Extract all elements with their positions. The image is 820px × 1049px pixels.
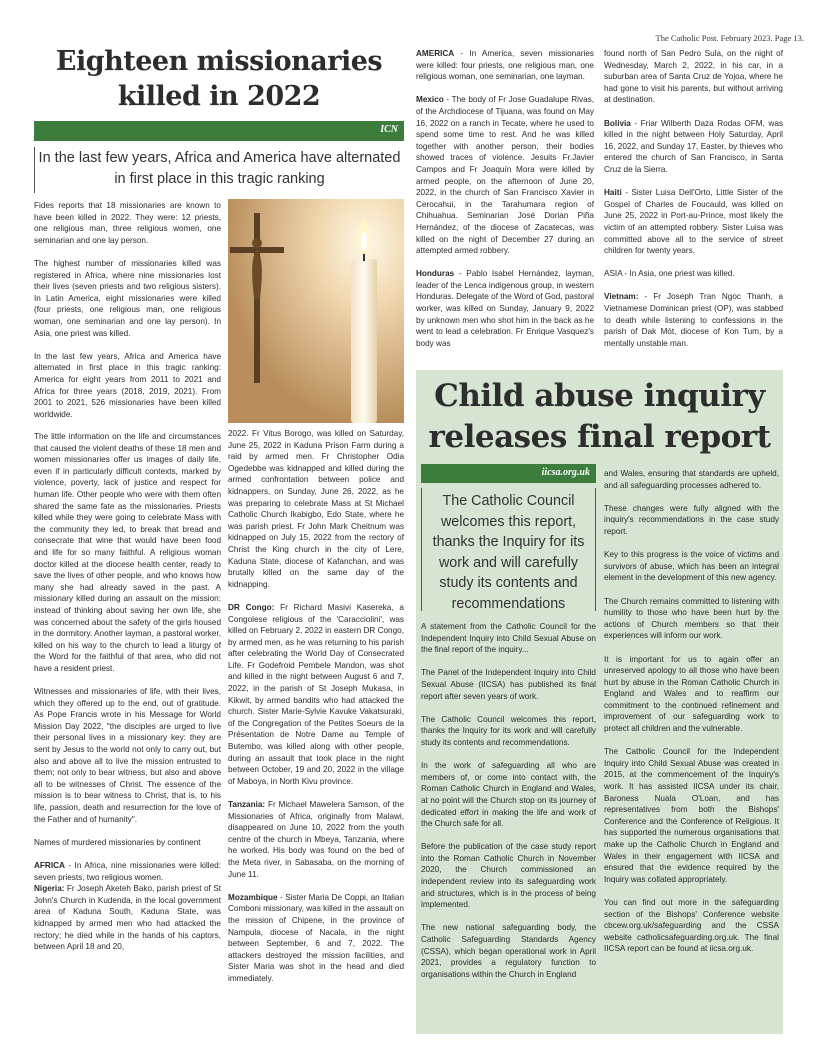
article-column-4 xyxy=(604,48,783,361)
paragraph: You can find out more in the safeguarding section of the Bishops' Conference website cbcew.org.uk/safeguarding and the CSSA website catholicsafeguarding.org.uk. The final IICSA report can be found at iicsa.org.uk. xyxy=(604,897,779,954)
paragraph: - The body of Fr Jose Guadalupe Rivas, of the Archdiocese of Tijuana, was found on May 16, 2022 on a ranch in Tecate, where he used to spend some time to rest. And he was killed together with another person, their bodies showed traces of violence. Jesuits Fr.Javier Campos and Fr Joaquín Mora were killed by armed people, on the afternoon of June 20, 2022, in the church of San Francisco Xavier in Cerocahui, in the Tarahumara region of Chihuahua. Seminarian José Dorian Piña Hernández, of the diocese of Zacatecas, was killed on the night of December 27 during an attempted armed robbery. xyxy=(416,95,594,256)
paragraph: found north of San Pedro Sula, on the night of Wednesday, March 2, 2022, in his car, in a suburban area of Santa Cruz de Yojoa, where he had gone to visit his parents, but without arriving at destination. xyxy=(604,49,783,105)
article-title: Eighteen missionaries killed in 2022 xyxy=(55,46,383,112)
section-label: Haiti xyxy=(604,188,622,198)
section-label: Tanzania: xyxy=(228,800,266,809)
section-label: Mexico xyxy=(416,95,444,105)
paragraph: The new national safeguarding body, the Catholic Safeguarding Standards Agency (CSSA), which began operational work in April 2021, provides a regulatory function to organisations within the Church in England xyxy=(421,923,596,979)
paragraph: Fr Michael Mawelera Samson, of the Missionaries of Africa, originally from Malawi, disappeared on June 10, 2022 from the youth centre of the church in Mbeya, Tanzania, where he worked. His body was found on the bed of the Meta river, in Sabasaba, on the morning of June 11. xyxy=(228,800,404,879)
article2-column-2 xyxy=(604,468,779,967)
crucifix-candle-photo xyxy=(228,199,404,423)
article2-column-1 xyxy=(421,621,596,992)
paragraph: In the work of safeguarding all who are members of, or come into contact with, the Roman Catholic Church in England and Wales, at no point will the Church stop on its journey of dedicated effort in making the life and work of the Church safe for all. xyxy=(421,761,596,829)
section-label: Nigeria: xyxy=(34,884,65,894)
source-bar xyxy=(34,121,404,141)
standfirst: In the last few years, Africa and America have alternated in first place in this tragic ranking xyxy=(34,147,404,193)
article-column-1-continued xyxy=(34,431,221,964)
paragraph: The Catholic Council welcomes this report, thanks the Inquiry for its work and will carefully study its contents and recommendations. xyxy=(421,714,596,747)
paragraph: Key to this progress is the voice of victims and survivors of abuse, which has been an integral element in the development of this new agency. xyxy=(604,550,779,583)
paragraph: The highest number of missionaries killed was registered in Africa, where nine missionaries lost their lives (seven priests and two religious sisters). In Latin America, eight missionaries were killed (four priests, one religious man, one religious woman, one seminarian and one lay person). In Asia, one priest was killed. xyxy=(34,258,221,338)
paragraph: - Fr Joseph Tran Ngoc Thanh, a Vietnamese Dominican priest (OP), was stabbed to death while listening to confessions in the parish of Dak Mót, diocese of Kon Tum, by a mentally unstable man. xyxy=(604,292,783,348)
paragraph: - Sister Luisa Dell'Orto, Little Sister of the Gospel of Charles de Foucauld, was killed on June 25, 2022 in Port-au-Prince, most likely the victim of an attempted robbery. Sister Luisa was committed above all to the service of street children for twenty years. xyxy=(604,188,783,256)
paragraph: The little information on the life and circumstances that caused the violent deaths of these 18 men and women missionaries offer us images of daily life, even if in particularly difficult contexts, marked by violence, poverty, lack of justice and respect for human life. Other people who were with them often shared the same fate as the missionaries. Priests killed while they were going to celebrate Mass with the community they led, to break that bread and consecrate that wine that would have been food and life for so many faithful. A religious woman doctor killed at the diocese health center, ready to save the lives of other people, and who knows how many she had already saved in the past. A missionary killed during an assault on the mission: instead of thinking about saving her own life, she was concerned about the safety of the girls housed in the dormitory. Another layman, a pastoral worker, killed on his way to the church to lead a liturgy of the Word for the faithful of that area, who did not have a resident priest. xyxy=(34,432,221,673)
section-label: DR Congo: xyxy=(228,602,275,612)
paragraph: The Panel of the Independent Inquiry into Child Sexual Abuse (IICSA) has published its final report after seven years of work. xyxy=(421,668,596,701)
paragraph: These changes were fully aligned with the inquiry's recommendations in the case study report. xyxy=(604,503,779,536)
paragraph: Names of murdered missionaries by continent xyxy=(34,837,201,847)
source-bar-2 xyxy=(421,464,596,483)
paragraph: - In America, seven missionaries were killed: four priests, one religious man, one religious woman, one seminarian, one layman. xyxy=(416,49,594,82)
section-label: Vietnam: xyxy=(604,292,639,302)
paragraph: Witnesses and missionaries of life, with their lives, which they offered up to the end, out of gratitude. As Pope Francis wrote in his Message for World Mission Day 2022, "the disciples are urged to live their personal lives in a missionary key: they are sent by Jesus to the world not only to carry out, but also and above all to live the mission entrusted to them; not only to bear witness, but also and above all to be witnesses of Christ. The essence of the mission is to bear witness to Christ, that is, to his life, passion, death and resurrection for the love of the Father and of humanity". xyxy=(34,687,221,824)
paragraph: - Sister Maria De Coppi, an Italian Comboni missionary, was killed in the assault on the mission of Chipene, in the province of Nampula, diocese of Nacala, in the night between September, 6 and 7, 2022. The attackers destroyed the mission facilities, and Sister Maria was shot in the head and died immediately. xyxy=(228,892,404,983)
paragraph: In the last few years, Africa and America have alternated in first place in this tragic ranking: America for eight years from 2011 to 2021 and Africa for three years (2018, 2019, 2021). From 2001 to 2021, 526 missionaries have been killed worldwide. xyxy=(34,351,221,419)
article-column-1 xyxy=(34,200,221,432)
paragraph: 2022. Fr Vitus Borogo, was killed on Saturday, June 25, 2022 in Kaduna Prison Farm during a raid by armed men. Fr Christopher Odia Ogedebbe was kidnapped and killed during the armed confrontation between police and kidnappers, on Sunday, June 26, 2022, as he was preparing to celebrate Mass at St Michael Catholic Church Ikabigbo, Edo State, where he was parish priest. Fr John Mark Cheitnum was kidnapped on July 15, 2022 from the rectory of Christ the King church in the city of Lere, Kaduna State, diocese of Kafanchan, and was brutally killed on the same day of the kidnapping. xyxy=(228,429,404,589)
paragraph: ASIA - In Asia, one priest was killed. xyxy=(604,269,735,279)
section-label: AMERICA xyxy=(416,49,455,58)
paragraph: and Wales, ensuring that standards are upheld, and all safeguarding processes adhered to. xyxy=(604,469,779,490)
article-column-2 xyxy=(228,428,404,996)
paragraph: - Friar Wilberth Daza Rodas OFM, was killed in the night between Holy Saturday, April 16, 2022, and Sunday 17, Easter, by thieves who entered the church of San Francisco, in Santa Cruz de la Sierra. xyxy=(604,118,783,174)
article-title-2: Child abuse inquiry releases final report xyxy=(428,378,771,455)
paragraph: It is important for us to again offer an unreserved apology to all those who have been hurt by abuse in the Roman Catholic Church in England and Wales and to reaffirm our commitment to the continued refinement and improvement of our safeguarding work to protect all children and the vulnerable. xyxy=(604,654,779,734)
page-header: The Catholic Post. February 2023. Page 13. xyxy=(655,33,804,43)
paragraph: A statement from the Catholic Council for the Independent Inquiry into Child Sexual Abuse on the final report of the inquiry... xyxy=(421,622,596,655)
paragraph: - Pablo Isabel Hernández, layman, leader of the Lenca indigenous group, in western Honduras. Delegate of the Word of God, pastoral worker, was killed on Sunday, January 9, 2022 by unknown men who shot him in the back as he went to lead a celebration. Fr Enrique Vasquez's body was xyxy=(416,269,594,348)
source-label: iicsa.org.uk xyxy=(541,467,590,478)
paragraph: The Church remains committed to listening with humility to those who have been hurt by the actions of Church members so that their experiences will inform our work. xyxy=(604,596,779,641)
paragraph: - In Africa, nine missionaries were killed: seven priests, two religious women. xyxy=(34,860,221,882)
paragraph: Fides reports that 18 missionaries are known to have been killed in 2022. They were: 12 priests, one religious man, three religious women, one seminarian and one lay person. xyxy=(34,201,221,245)
paragraph: Before the publication of the case study report into the Roman Catholic Church in November 2020, the Church commissioned an independent review into its safeguarding work and structures, which is in the process of being implemented. xyxy=(421,842,596,910)
article-column-3 xyxy=(416,48,594,361)
paragraph: The Catholic Council for the Independent Inquiry into Child Sexual Abuse was created in 2015, at the commencement of the Inquiry's work. It has assisted IICSA under its chair, Baroness Nuala O'Loan, and has representatives from both the Bishops' Conference and the Conference of Religious. It has supported the numerous organisations that make up the Catholic Church in England and Wales in their engagement with IICSA and ensured that the evidence required by the Inquiry was collated appropriately. xyxy=(604,747,779,884)
section-label: AFRICA xyxy=(34,860,65,870)
section-label: Mozambique xyxy=(228,892,278,902)
section-label: Honduras xyxy=(416,269,455,279)
crucifix-and-candle-icon xyxy=(228,199,404,423)
pull-quote: The Catholic Council welcomes this report, thanks the Inquiry for its work and will carefully study its contents and recommendations xyxy=(421,488,596,611)
source-label: ICN xyxy=(380,124,398,135)
paragraph: Fr Richard Masivi Kasereka, a Congolese religious of the 'Caracciolini', was killed on February 2, 2022 in eastern DR Congo, by armed men, as he was returning to his parish after celebrating the World Day of Consecrated Life. Fr Godefroid Pembele Mandon, was shot and killed in the night between August 6 and 7, 2022, in the parish of St Joseph Mukasa, in Kikwit, by armed bandits who had attacked the church. Sister Marie-Sylvie Kavuke Vakatsuraki, of the Congregation of the Petites Soeurs de la Présentation de Notre Dame au Temple of Butembo, was killed along with other people, during an assault that took place in the night between October, 19 and 20, 2022 in the village of Maboya, in North Kivu province. xyxy=(228,602,404,786)
section-label: Bolivia xyxy=(604,118,631,128)
paragraph: Fr Joseph Aketeh Bako, parish priest of St John's Church in Kudenda, in the local government area of Kaduna South, Kaduna State, was kidnapped by armed men who had attacked the rectory; he died while in the hands of his captors, between April 18 and 20, xyxy=(34,884,221,952)
